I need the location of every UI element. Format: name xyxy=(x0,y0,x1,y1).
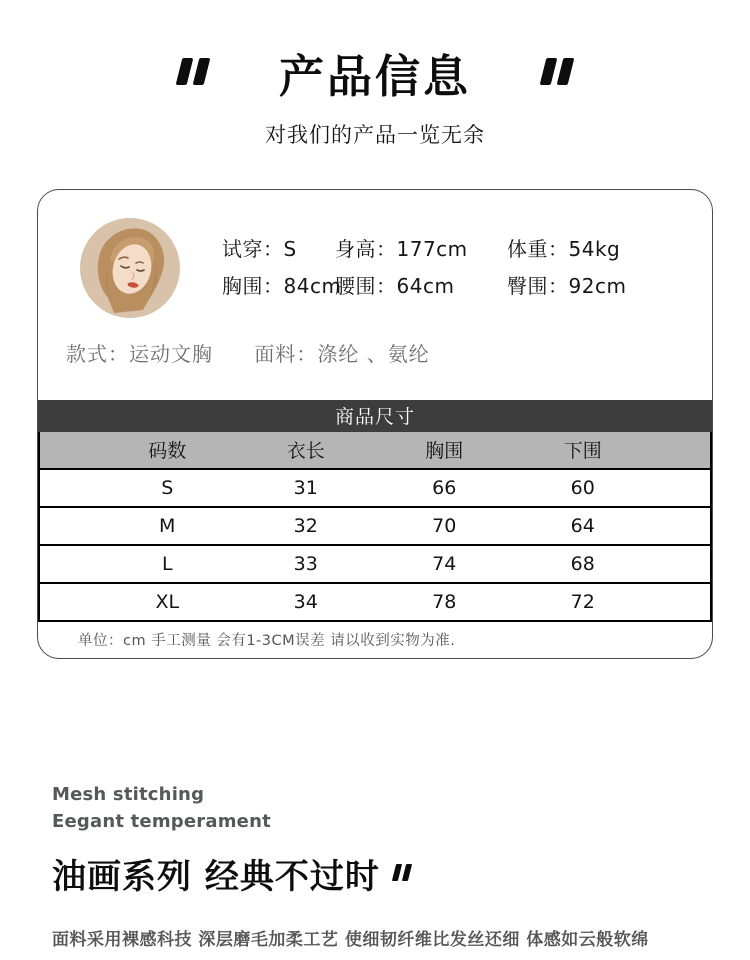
size-cell: 32 xyxy=(293,514,318,537)
header-cell-length: 衣长 xyxy=(286,440,325,462)
size-table-title: 商品尺寸 xyxy=(38,400,712,432)
page-subtitle: 对我们的产品一览无余 xyxy=(265,122,485,147)
style-fabric-row xyxy=(38,338,712,367)
size-cell: 70 xyxy=(432,514,457,537)
footer-section xyxy=(52,781,750,950)
page-header xyxy=(0,0,750,149)
size-row-l xyxy=(40,546,710,584)
model-stats xyxy=(222,218,626,318)
size-cell: 31 xyxy=(293,476,318,499)
stat-hip: 臀围：92cm xyxy=(507,273,627,298)
footer-description: 面料采用裸感科技 深层磨毛加柔工艺 使细韧纤维比发丝还细 体感如云般软绵 xyxy=(52,929,649,950)
quote-left-icon xyxy=(179,58,207,85)
size-table-header xyxy=(40,432,710,470)
size-cell: M xyxy=(159,514,176,537)
size-row-xl xyxy=(40,584,710,622)
size-cell: 68 xyxy=(570,552,595,575)
model-avatar xyxy=(80,218,180,318)
size-cell: 78 xyxy=(432,590,457,613)
size-cell: 34 xyxy=(293,590,318,613)
stat-weight: 体重：54kg xyxy=(507,236,621,261)
quote-right-icon xyxy=(543,58,571,85)
measurement-note: 单位：cm 手工测量 会有1-3CM误差 请以收到实物为准. xyxy=(78,633,456,649)
size-cell: 74 xyxy=(432,552,457,575)
stat-tryon: 试穿：S xyxy=(222,236,297,261)
footer-headline: 油画系列 经典不过时 xyxy=(52,857,380,898)
size-cell: L xyxy=(161,552,173,575)
size-cell: 72 xyxy=(570,590,595,613)
footer-quote-icon xyxy=(394,864,410,881)
size-cell: XL xyxy=(155,590,180,613)
stat-waist: 腰围：64cm xyxy=(335,273,455,298)
footer-en-line2: Eegant temperament xyxy=(52,811,271,833)
fabric-pair: 面料：涤纶 、氨纶 xyxy=(254,341,430,366)
size-cell: 64 xyxy=(570,514,595,537)
product-info-card xyxy=(37,189,713,659)
size-cell: 60 xyxy=(570,476,595,499)
header-cell-bust: 胸围 xyxy=(425,440,464,462)
size-table xyxy=(38,400,712,658)
header-cell-size: 码数 xyxy=(148,440,187,462)
page-title: 产品信息 xyxy=(278,50,471,103)
style-pair: 款式：运动文胸 xyxy=(66,341,213,366)
size-cell: 66 xyxy=(432,476,457,499)
stat-height: 身高：177cm xyxy=(335,236,468,261)
model-section xyxy=(38,190,712,318)
header-cell-underbust: 下围 xyxy=(563,440,602,462)
size-cell: S xyxy=(161,476,174,499)
size-row-m xyxy=(40,508,710,546)
footer-en-line1: Mesh stitching xyxy=(52,783,205,805)
size-cell: 33 xyxy=(293,552,318,575)
stat-bust: 胸围：84cm xyxy=(222,273,342,298)
size-row-s xyxy=(40,470,710,508)
